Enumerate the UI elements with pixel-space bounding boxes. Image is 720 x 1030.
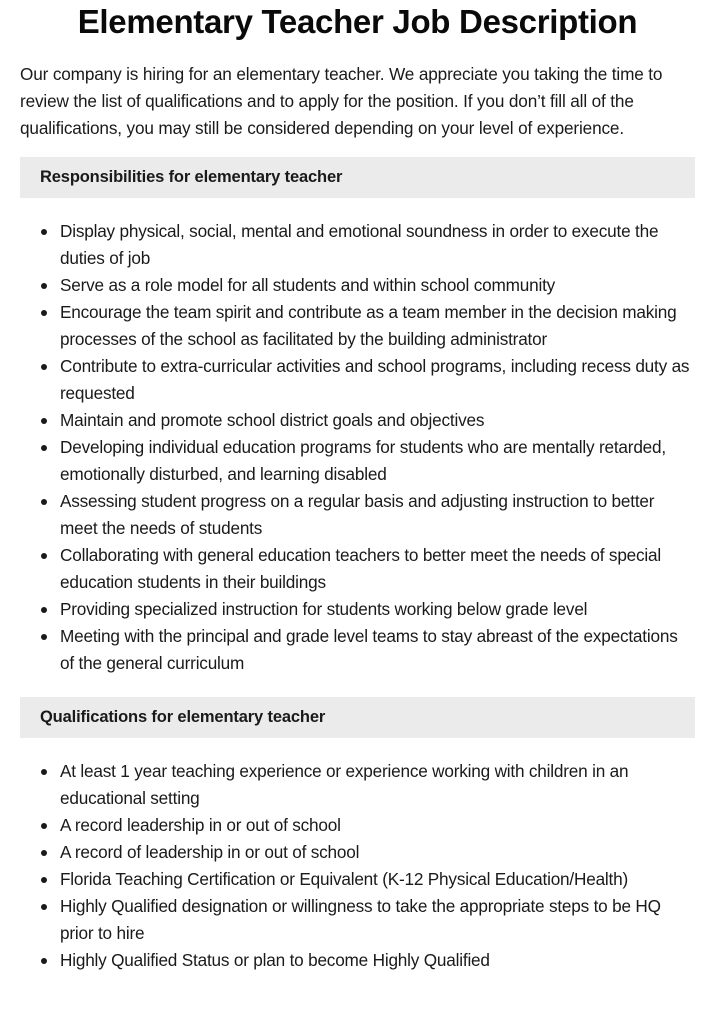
list-item bbox=[20, 299, 695, 353]
bullet-icon bbox=[41, 904, 47, 910]
list-item-text: Serve as a role model for all students and within school community bbox=[60, 275, 556, 295]
list-item-text: Providing specialized instruction for students working below grade level bbox=[60, 599, 588, 619]
list-item bbox=[20, 272, 695, 299]
qualifications-heading: Qualifications for elementary teacher bbox=[20, 697, 695, 738]
bullet-icon bbox=[41, 364, 47, 370]
list-item bbox=[20, 947, 695, 974]
responsibilities-heading: Responsibilities for elementary teacher bbox=[20, 157, 695, 198]
bullet-icon bbox=[41, 634, 47, 640]
list-item bbox=[20, 434, 695, 488]
list-item-text: Encourage the team spirit and contribute as a team member in the decision making processes of the school as facilitated by the building administrator bbox=[60, 302, 677, 349]
list-item-text: Highly Qualified Status or plan to become Highly Qualified bbox=[60, 950, 490, 970]
list-item bbox=[20, 839, 695, 866]
list-item-text: At least 1 year teaching experience or experience working with children in an educational setting bbox=[60, 761, 629, 808]
bullet-icon bbox=[41, 877, 47, 883]
qualifications-list bbox=[20, 758, 695, 974]
responsibilities-section bbox=[20, 157, 695, 677]
bullet-icon bbox=[41, 769, 47, 775]
bullet-icon bbox=[41, 418, 47, 424]
list-item-text: Developing individual education programs for students who are mentally retarded, emotionally disturbed, and learning disabled bbox=[60, 437, 666, 484]
list-item-text: Collaborating with general education teachers to better meet the needs of special education students in their buildings bbox=[60, 545, 662, 592]
list-item-text: Contribute to extra-curricular activities and school programs, including recess duty as requested bbox=[60, 356, 690, 403]
bullet-icon bbox=[41, 823, 47, 829]
responsibilities-list bbox=[20, 218, 695, 677]
bullet-icon bbox=[41, 445, 47, 451]
list-item-text: A record of leadership in or out of school bbox=[60, 842, 360, 862]
list-item bbox=[20, 893, 695, 947]
list-item bbox=[20, 596, 695, 623]
list-item-text: Highly Qualified designation or willingness to take the appropriate steps to be HQ prior to hire bbox=[60, 896, 661, 943]
list-item bbox=[20, 812, 695, 839]
list-item-text: Maintain and promote school district goals and objectives bbox=[60, 410, 485, 430]
list-item-text: Assessing student progress on a regular basis and adjusting instruction to better meet the needs of students bbox=[60, 491, 655, 538]
list-item bbox=[20, 758, 695, 812]
list-item bbox=[20, 542, 695, 596]
list-item bbox=[20, 866, 695, 893]
list-item bbox=[20, 488, 695, 542]
list-item bbox=[20, 218, 695, 272]
page-title: Elementary Teacher Job Description bbox=[77, 3, 638, 40]
bullet-icon bbox=[41, 310, 47, 316]
qualifications-section bbox=[20, 697, 695, 974]
bullet-icon bbox=[41, 229, 47, 235]
intro-paragraph: Our company is hiring for an elementary teacher. We appreciate you taking the time to review the list of qualifications and to apply for the position. If you don’t fill all of the qualifications, you may still be considered depending on your level of experience. bbox=[20, 64, 663, 138]
list-item-text: Florida Teaching Certification or Equivalent (K-12 Physical Education/Health) bbox=[60, 869, 629, 889]
list-item-text: Display physical, social, mental and emotional soundness in order to execute the duties of job bbox=[60, 221, 659, 268]
bullet-icon bbox=[41, 607, 47, 613]
bullet-icon bbox=[41, 283, 47, 289]
list-item bbox=[20, 623, 695, 677]
list-item bbox=[20, 353, 695, 407]
bullet-icon bbox=[41, 499, 47, 505]
bullet-icon bbox=[41, 958, 47, 964]
bullet-icon bbox=[41, 553, 47, 559]
bullet-icon bbox=[41, 850, 47, 856]
list-item bbox=[20, 407, 695, 434]
list-item-text: Meeting with the principal and grade level teams to stay abreast of the expectations of the general curriculum bbox=[60, 626, 678, 673]
list-item-text: A record leadership in or out of school bbox=[60, 815, 341, 835]
